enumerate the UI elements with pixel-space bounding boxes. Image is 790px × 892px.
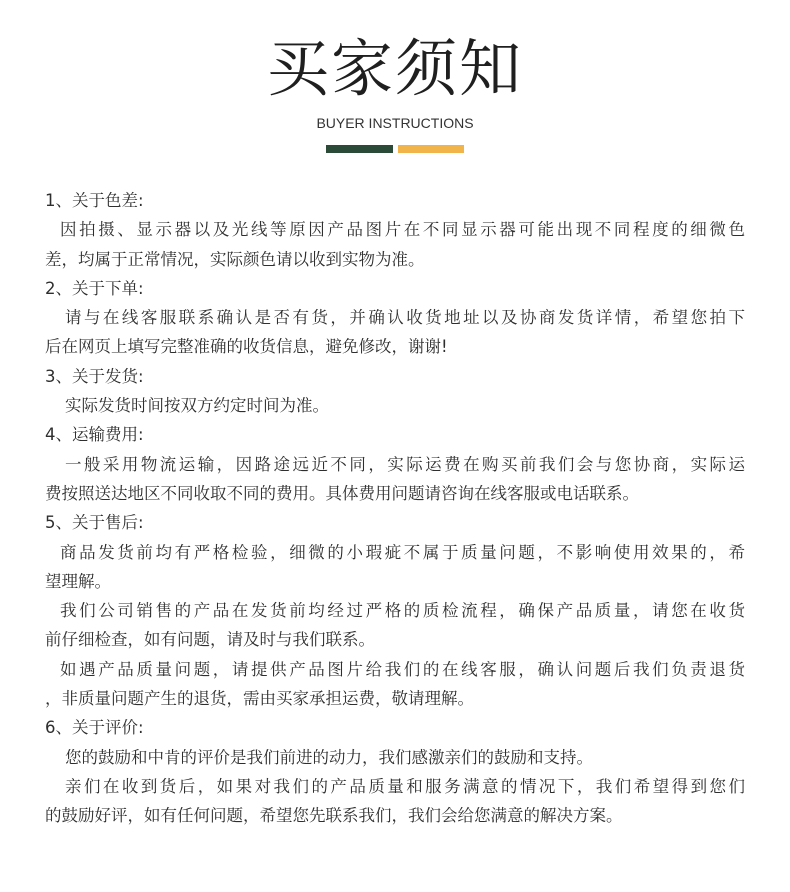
paragraph-line: 因拍摄、显示器以及光线等原因产品图片在不同显示器可能出现不同程度的细微色 [60, 220, 745, 240]
section-heading-ordering: 2、关于下单: [45, 278, 144, 298]
accent-bar-gold [398, 145, 464, 153]
page-title: 买家须知 [266, 32, 523, 105]
paragraph-line: 费按照送达地区不同收取不同的费用。具体费用问题请咨询在线客服或电话联系。 [45, 483, 639, 503]
paragraph-line: 亲们在收到货后，如果对我们的产品质量和服务满意的情况下，我们希望得到您们 [65, 776, 745, 796]
section-heading-reviews: 6、关于评价: [45, 718, 144, 738]
instructions-body [45, 186, 745, 831]
paragraph-line: 望理解。 [45, 571, 111, 591]
paragraph-line: 后在网页上填写完整准确的收货信息，避免修改，谢谢! [45, 337, 448, 357]
paragraph-line: 我们公司销售的产品在发货前均经过严格的质检流程，确保产品质量，请您在收货 [60, 601, 745, 621]
paragraph-line: 如遇产品质量问题，请提供产品图片给我们的在线客服，确认问题后我们负责退货 [60, 659, 745, 679]
paragraph-line: 差，均属于正常情况，实际颜色请以收到实物为准。 [45, 249, 425, 269]
section-heading-shipping: 3、关于发货: [45, 366, 144, 386]
section-heading-freight: 4、运输费用: [45, 425, 144, 445]
page-subtitle: BUYER INSTRUCTIONS [316, 115, 474, 131]
paragraph-line: 一般采用物流运输，因路途远近不同，实际运费在购买前我们会与您协商，实际运 [65, 454, 745, 474]
paragraph-line: ，非质量问题产生的退货，需由买家承担运费，敬请理解。 [45, 689, 474, 709]
paragraph-line: 的鼓励好评，如有任何问题，希望您先联系我们，我们会给您满意的解决方案。 [45, 806, 623, 826]
paragraph-line: 前仔细检查，如有问题，请及时与我们联系。 [45, 630, 375, 650]
paragraph-line: 请与在线客服联系确认是否有货，并确认收货地址以及协商发货详情，希望您拍下 [65, 308, 745, 328]
paragraph-line: 商品发货前均有严格检验，细微的小瑕疵不属于质量问题，不影响使用效果的，希 [60, 542, 745, 562]
paragraph-line: 实际发货时间按双方约定时间为准。 [65, 396, 329, 416]
section-heading-color-difference: 1、关于色差: [45, 191, 144, 210]
paragraph-line: 您的鼓励和中肯的评价是我们前进的动力，我们感激亲们的鼓励和支持。 [65, 747, 593, 767]
accent-bar-dark [326, 145, 393, 153]
section-heading-after-sales: 5、关于售后: [45, 513, 144, 533]
